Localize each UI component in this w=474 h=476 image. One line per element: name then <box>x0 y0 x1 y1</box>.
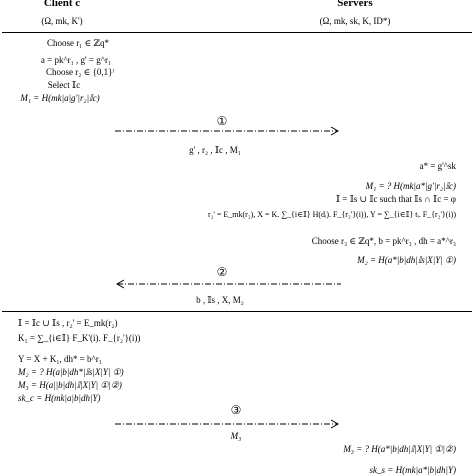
client-step1-line: Choose r₁ ∈ ℤq* <box>46 38 110 48</box>
server-step1-line: M₁ = ? H(mk|a*|g'|r₂|𝕀c) <box>365 181 456 191</box>
message-1-payload: g' , r₂ , 𝕀c , M₁ <box>189 145 241 155</box>
client-step2-line: M₃ = H(a||b|dh|𝕀|X|Y| ①|②) <box>18 380 122 390</box>
client-step2-line: sk_c = H(mk|a|b|dh|Y) <box>18 393 101 403</box>
message-3-payload: M₃ <box>230 431 242 441</box>
client-step2-line: K₁ = ∑_{i∈𝕀} F_K'(i). F_{r₂'}(i)) <box>18 333 141 343</box>
message-number-badge: ① <box>216 114 228 128</box>
server-column-title: Servers <box>337 0 373 9</box>
message-arrow-right <box>115 126 345 136</box>
client-step1-line: Select 𝕀c <box>47 80 81 90</box>
client-column-title: Client c <box>43 0 81 9</box>
client-step2-line: Y = X + K₁, dh* = b^r₁ <box>18 354 102 364</box>
client-step2-line: M₂ = ? H(a|b|dh*|𝕀s|X|Y| ①) <box>18 367 124 377</box>
client-step1-line: Choose r₂ ∈ {0,1}ˡ <box>46 67 114 77</box>
server-step2-line: M₃ = ? H(a*|b|dh|𝕀|X|Y| ①|②) <box>343 444 456 454</box>
server-step1-line: Choose r₃ ∈ ℤq*, b = pk^r₃ , dh = a*^r₃ <box>311 236 456 246</box>
client-parameters: (Ω, mk, K') <box>41 16 83 26</box>
message-number-badge: ③ <box>230 403 242 417</box>
section-divider <box>2 311 472 312</box>
message-2-payload: b , 𝕀s , X, M₂ <box>196 295 244 305</box>
message-arrow-left <box>115 279 345 289</box>
message-arrow-right <box>115 419 345 429</box>
server-step1-line: r₂' = E_mk(r₂), X = K. ∑_{i∈𝕀} H(dᵢ). F_{r₂'}(i)), Y = ∑_{i∈𝕀} tᵢ. F_{r₂'}(i)) <box>207 210 456 219</box>
client-step1-line: a = pk^r₁ , g' = g^r₁ <box>40 55 112 65</box>
message-number-badge: ② <box>216 265 228 279</box>
server-step2-line: sk_s = H(mk|a*|b|dh|Y) <box>369 465 456 475</box>
server-step1-line: a* = g'^sk <box>419 161 456 171</box>
server-step1-line: M₂ = H(a*|b|dh|𝕀s|X|Y| ①) <box>357 255 456 265</box>
client-step2-line: 𝕀 = 𝕀c ∪ 𝕀s , r₂' = E_mk(r₂) <box>18 318 118 328</box>
server-parameters: (Ω, mk, sk, K, ID*) <box>319 16 391 26</box>
header-divider <box>2 32 472 33</box>
server-step1-line: 𝕀 = 𝕀s ∪ 𝕀c such that 𝕀s ∩ 𝕀c = φ <box>335 194 456 204</box>
client-step1-line: M₁ = H(mk|a|g'|r₂|𝕀c) <box>20 93 100 103</box>
